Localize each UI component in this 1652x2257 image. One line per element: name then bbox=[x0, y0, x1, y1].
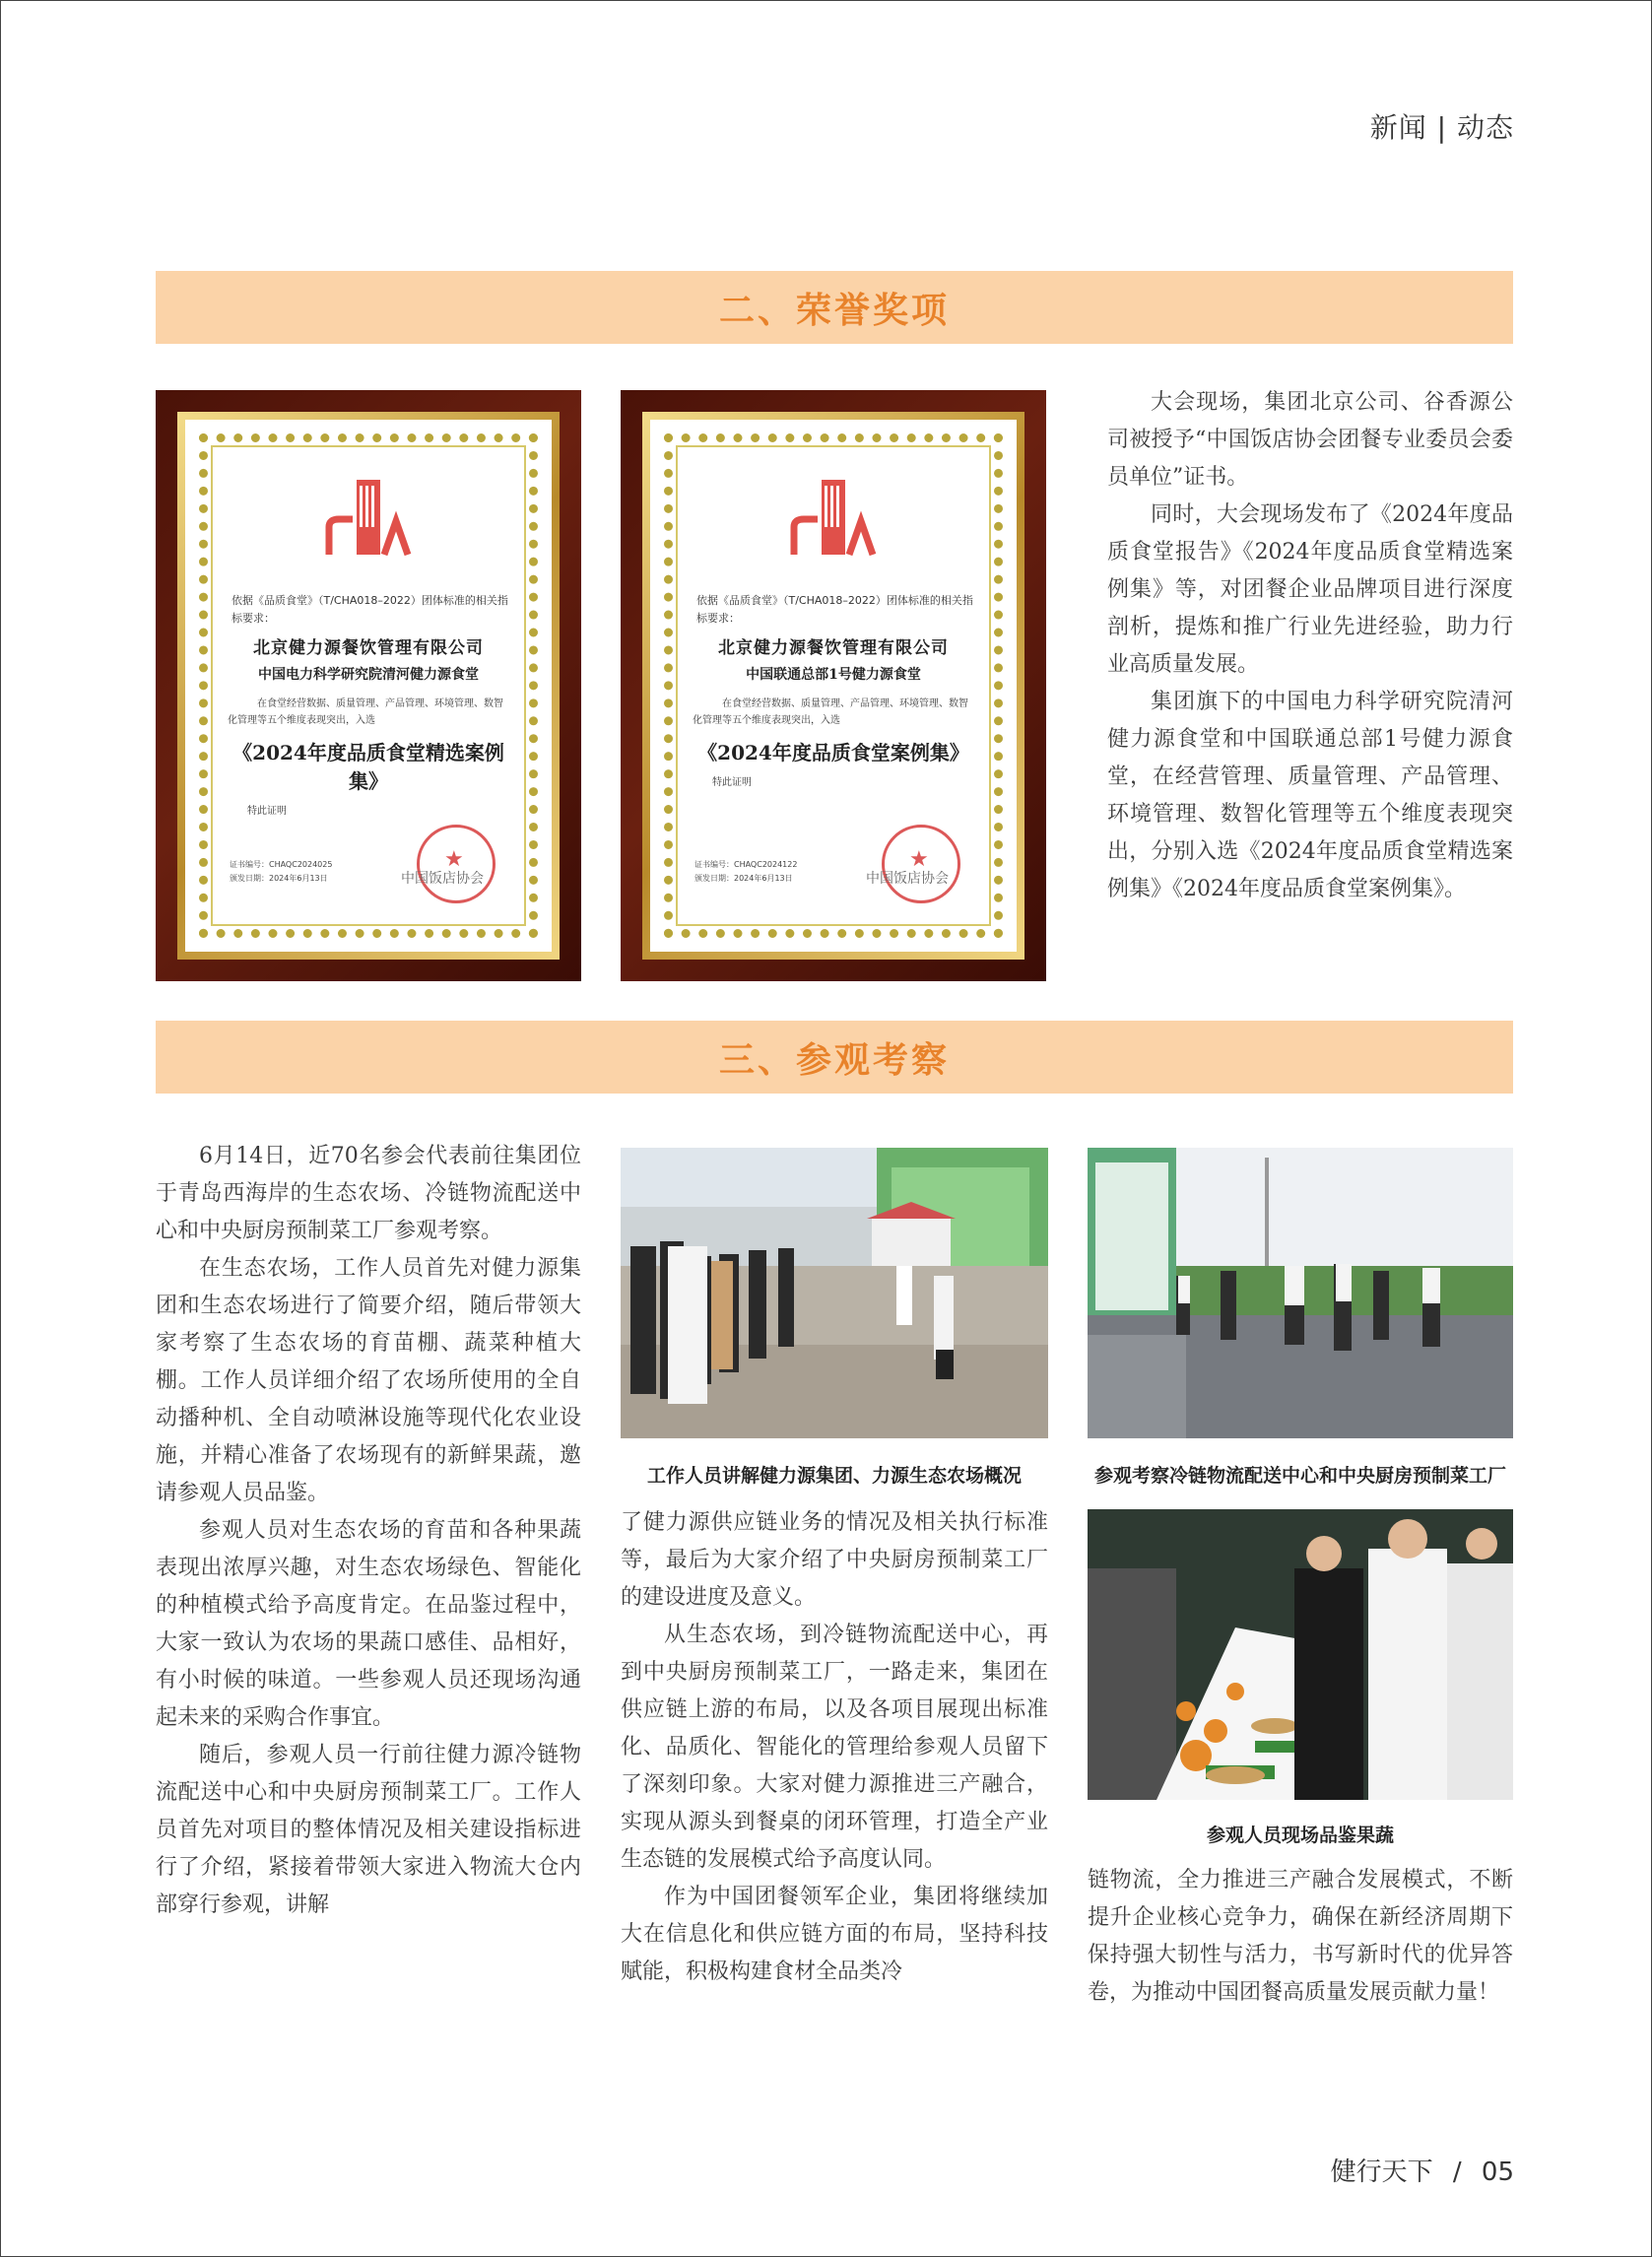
certificate-title: 《2024年度品质食堂精选案例集》 bbox=[232, 741, 504, 793]
section-title: 三、参观考察 bbox=[718, 1039, 950, 1081]
photo-caption: 参观人员现场品鉴果蔬 bbox=[1206, 1825, 1394, 1846]
page-footer bbox=[1331, 2152, 1514, 2188]
section-banner-honors bbox=[156, 271, 1513, 344]
certificate-org: 中国饭店协会 bbox=[401, 871, 484, 887]
certificate-paper bbox=[185, 420, 552, 952]
frame-gold-border bbox=[642, 412, 1024, 960]
logistics-visit-image bbox=[1088, 1148, 1513, 1438]
cert-number-text: 证书编号：CHAQC2024122 bbox=[694, 860, 798, 869]
photo-caption: 参观考察冷链物流配送中心和中央厨房预制菜工厂 bbox=[1093, 1465, 1506, 1487]
certificate-intro: 依据《品质食堂》（T/CHA018–2022）团体标准的相关指标要求： bbox=[696, 594, 973, 625]
paragraph: 作为中国团餐领军企业，集团将继续加大在信息化和供应链方面的布局，坚持科技赋能，积极构建食材全品类冷 bbox=[621, 1885, 1048, 1984]
certificate-number bbox=[694, 858, 797, 886]
photo-produce-tasting bbox=[1088, 1509, 1513, 1800]
paragraph: 大会现场，集团北京公司、谷香源公司被授予“中国饭店协会团餐专业委员会委员单位”证书。 bbox=[1107, 390, 1513, 490]
certificate-intro: 依据《品质食堂》（T/CHA018–2022）团体标准的相关指标要求： bbox=[231, 594, 508, 625]
magazine-name: 健行天下 bbox=[1330, 2157, 1433, 2187]
honors-text bbox=[1107, 384, 1513, 908]
cert-number-text: 证书编号：CHAQC2024025 bbox=[230, 860, 333, 869]
visit-text-col2 bbox=[621, 1504, 1048, 1991]
certificate-org: 中国饭店协会 bbox=[866, 871, 949, 887]
certificate-canteen: 中国联通总部1号健力源食堂 bbox=[746, 667, 921, 683]
section-title: 二、荣誉奖项 bbox=[718, 290, 950, 331]
issue-date-text: 颁发日期：2024年6月13日 bbox=[694, 874, 793, 883]
paragraph: 参观人员对生态农场的育苗和各种果蔬表现出浓厚兴趣，对生态农场绿色、智能化的种植模式给予高度肯定。在品鉴过程中，大家一致认为农场的果蔬口感佳、品相好，有小时候的味道。一些参观人员还现场沟通起未来的采购合作事宜。 bbox=[156, 1518, 581, 1730]
photo-logistics-visit bbox=[1088, 1148, 1513, 1438]
page-number: 05 bbox=[1481, 2157, 1514, 2187]
visit-text-col3 bbox=[1088, 1862, 1513, 2012]
paragraph: 同时，大会现场发布了《2024年度品质食堂报告》《2024年度品质食堂精选案例集》等，对团餐企业品牌项目进行深度剖析，提炼和推广行业先进经验，助力行业高质量发展。 bbox=[1107, 502, 1513, 677]
certificate-certify: 特此证明 bbox=[247, 806, 287, 817]
certificate-company: 北京健力源餐饮管理有限公司 bbox=[718, 638, 949, 658]
produce-tasting-image bbox=[1088, 1509, 1513, 1800]
seal-stamp-icon bbox=[882, 825, 960, 903]
paragraph: 6月14日，近70名参会代表前往集团位于青岛西海岸的生态农场、冷链物流配送中心和中央厨房预制菜工厂参观考察。 bbox=[156, 1144, 581, 1243]
cha-logo-icon bbox=[784, 478, 883, 557]
section-banner-visit bbox=[156, 1021, 1513, 1094]
cha-logo-icon bbox=[319, 478, 418, 557]
paragraph: 集团旗下的中国电力科学研究院清河健力源食堂和中国联通总部1号健力源食堂，在经营管理、质量管理、产品管理、环境管理、数智化管理等五个维度表现突出，分别入选《2024年度品质食堂精选案例集》《2024年度品质食堂案例集》。 bbox=[1107, 690, 1513, 901]
issue-date-text: 颁发日期：2024年6月13日 bbox=[230, 874, 328, 883]
paragraph: 从生态农场，到冷链物流配送中心，再到中央厨房预制菜工厂，一路走来，集团在供应链上游的布局，以及各项目展现出标准化、品质化、智能化的管理给参观人员留下了深刻印象。大家对健力源推进三产融合，实现从源头到餐桌的闭环管理，打造全产业生态链的发展模式给予高度认同。 bbox=[621, 1623, 1048, 1872]
photo-caption: 工作人员讲解健力源集团、力源生态农场概况 bbox=[646, 1465, 1022, 1487]
certificate-title: 《2024年度品质食堂案例集》 bbox=[697, 741, 969, 764]
certificate-body: 在食堂经营数据、质量管理、产品管理、环境管理、数智化管理等五个维度表现突出，入选 bbox=[693, 698, 968, 726]
footer-separator: / bbox=[1452, 2157, 1462, 2187]
visit-text-col1 bbox=[156, 1138, 581, 1924]
paragraph-continued: 链物流，全力推进三产融合发展模式，不断提升企业核心竞争力，确保在新经济周期下保持强大韧性与活力，书写新时代的优异答卷，为推动中国团餐高质量发展贡献力量！ bbox=[1088, 1868, 1513, 2005]
seal-stamp-icon bbox=[417, 825, 496, 903]
photo-farm-briefing bbox=[621, 1148, 1048, 1438]
certificate-certify: 特此证明 bbox=[712, 777, 752, 788]
certificate-paper bbox=[650, 420, 1017, 952]
farm-briefing-image bbox=[621, 1148, 1048, 1438]
certificate-frame-1 bbox=[156, 390, 581, 981]
certificate-canteen: 中国电力科学研究院清河健力源食堂 bbox=[258, 667, 479, 683]
paragraph: 随后，参观人员一行前往健力源冷链物流配送中心和中央厨房预制菜工厂。工作人员首先对项目的整体情况及相关建设指标进行了介绍，紧接着带领大家进入物流大仓内部穿行参观，讲解 bbox=[156, 1743, 581, 1917]
certificate-company: 北京健力源餐饮管理有限公司 bbox=[253, 638, 484, 658]
paragraph: 在生态农场，工作人员首先对健力源集团和生态农场进行了简要介绍，随后带领大家考察了生态农场的育苗棚、蔬菜种植大棚。工作人员详细介绍了农场所使用的全自动播种机、全自动喷淋设施等现代化农业设施，并精心准备了农场现有的新鲜果蔬，邀请参观人员品鉴。 bbox=[156, 1256, 581, 1505]
certificate-frame-2 bbox=[621, 390, 1046, 981]
frame-gold-border bbox=[177, 412, 560, 960]
certificate-inner-border bbox=[664, 433, 1003, 938]
certificate-inner-border bbox=[199, 433, 538, 938]
section-tag: 新闻 | 动态 bbox=[1369, 111, 1514, 144]
certificate-number bbox=[230, 858, 332, 886]
certificate-body: 在食堂经营数据、质量管理、产品管理、环境管理、数智化管理等五个维度表现突出，入选 bbox=[228, 698, 503, 726]
paragraph-continued: 了健力源供应链业务的情况及相关执行标准等，最后为大家介绍了中央厨房预制菜工厂的建设进度及意义。 bbox=[621, 1510, 1048, 1610]
